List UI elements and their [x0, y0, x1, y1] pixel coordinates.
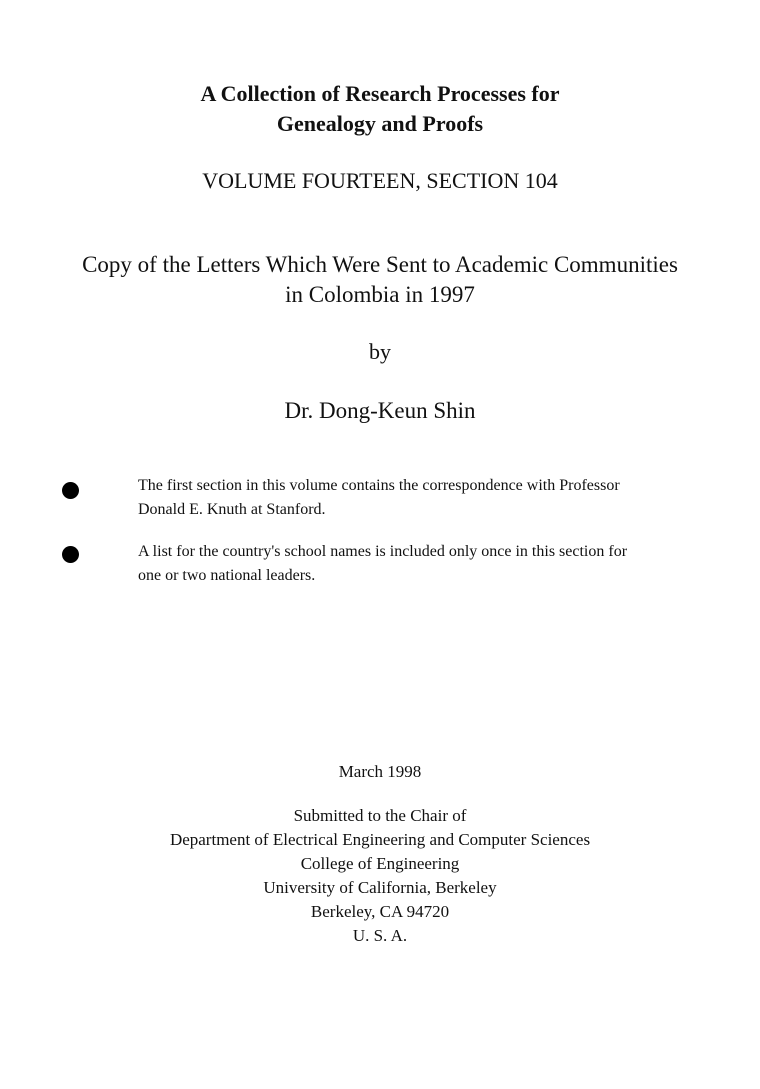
- submitted-to-line: Submitted to the Chair of: [293, 806, 467, 825]
- bullet-line: one or two national leaders.: [138, 567, 316, 584]
- college-line: College of Engineering: [300, 854, 460, 873]
- bullet-text: [138, 540, 718, 588]
- document-date: March 1998: [338, 762, 422, 781]
- title-line-2: Genealogy and Proofs: [276, 111, 484, 136]
- volume-heading: VOLUME FOURTEEN, SECTION 104: [202, 168, 558, 193]
- subtitle-line-1: Copy of the Letters Which Were Sent to Academic Communities: [82, 252, 678, 277]
- city-line: Berkeley, CA 94720: [310, 902, 450, 921]
- department-line: Department of Electrical Engineering and Computer Sciences: [169, 830, 591, 849]
- bullet-line: A list for the country's school names is included only once in this section for: [138, 543, 628, 560]
- bullet-line: The first section in this volume contains the correspondence with Professor: [138, 477, 620, 494]
- subtitle-line-2: in Colombia in 1997: [285, 282, 475, 307]
- submission-block: [0, 804, 760, 948]
- country-line: U. S. A.: [352, 926, 408, 945]
- author-name: Dr. Dong-Keun Shin: [284, 398, 476, 423]
- document-title: [0, 79, 760, 139]
- bullet-dot-icon: [62, 482, 79, 499]
- bullet-line: Donald E. Knuth at Stanford.: [138, 501, 326, 518]
- title-line-1: A Collection of Research Processes for: [200, 81, 560, 106]
- bullet-text: [138, 474, 718, 522]
- by-label: by: [369, 339, 391, 364]
- document-subtitle: [0, 250, 760, 310]
- university-line: University of California, Berkeley: [263, 878, 497, 897]
- bullet-dot-icon: [62, 546, 79, 563]
